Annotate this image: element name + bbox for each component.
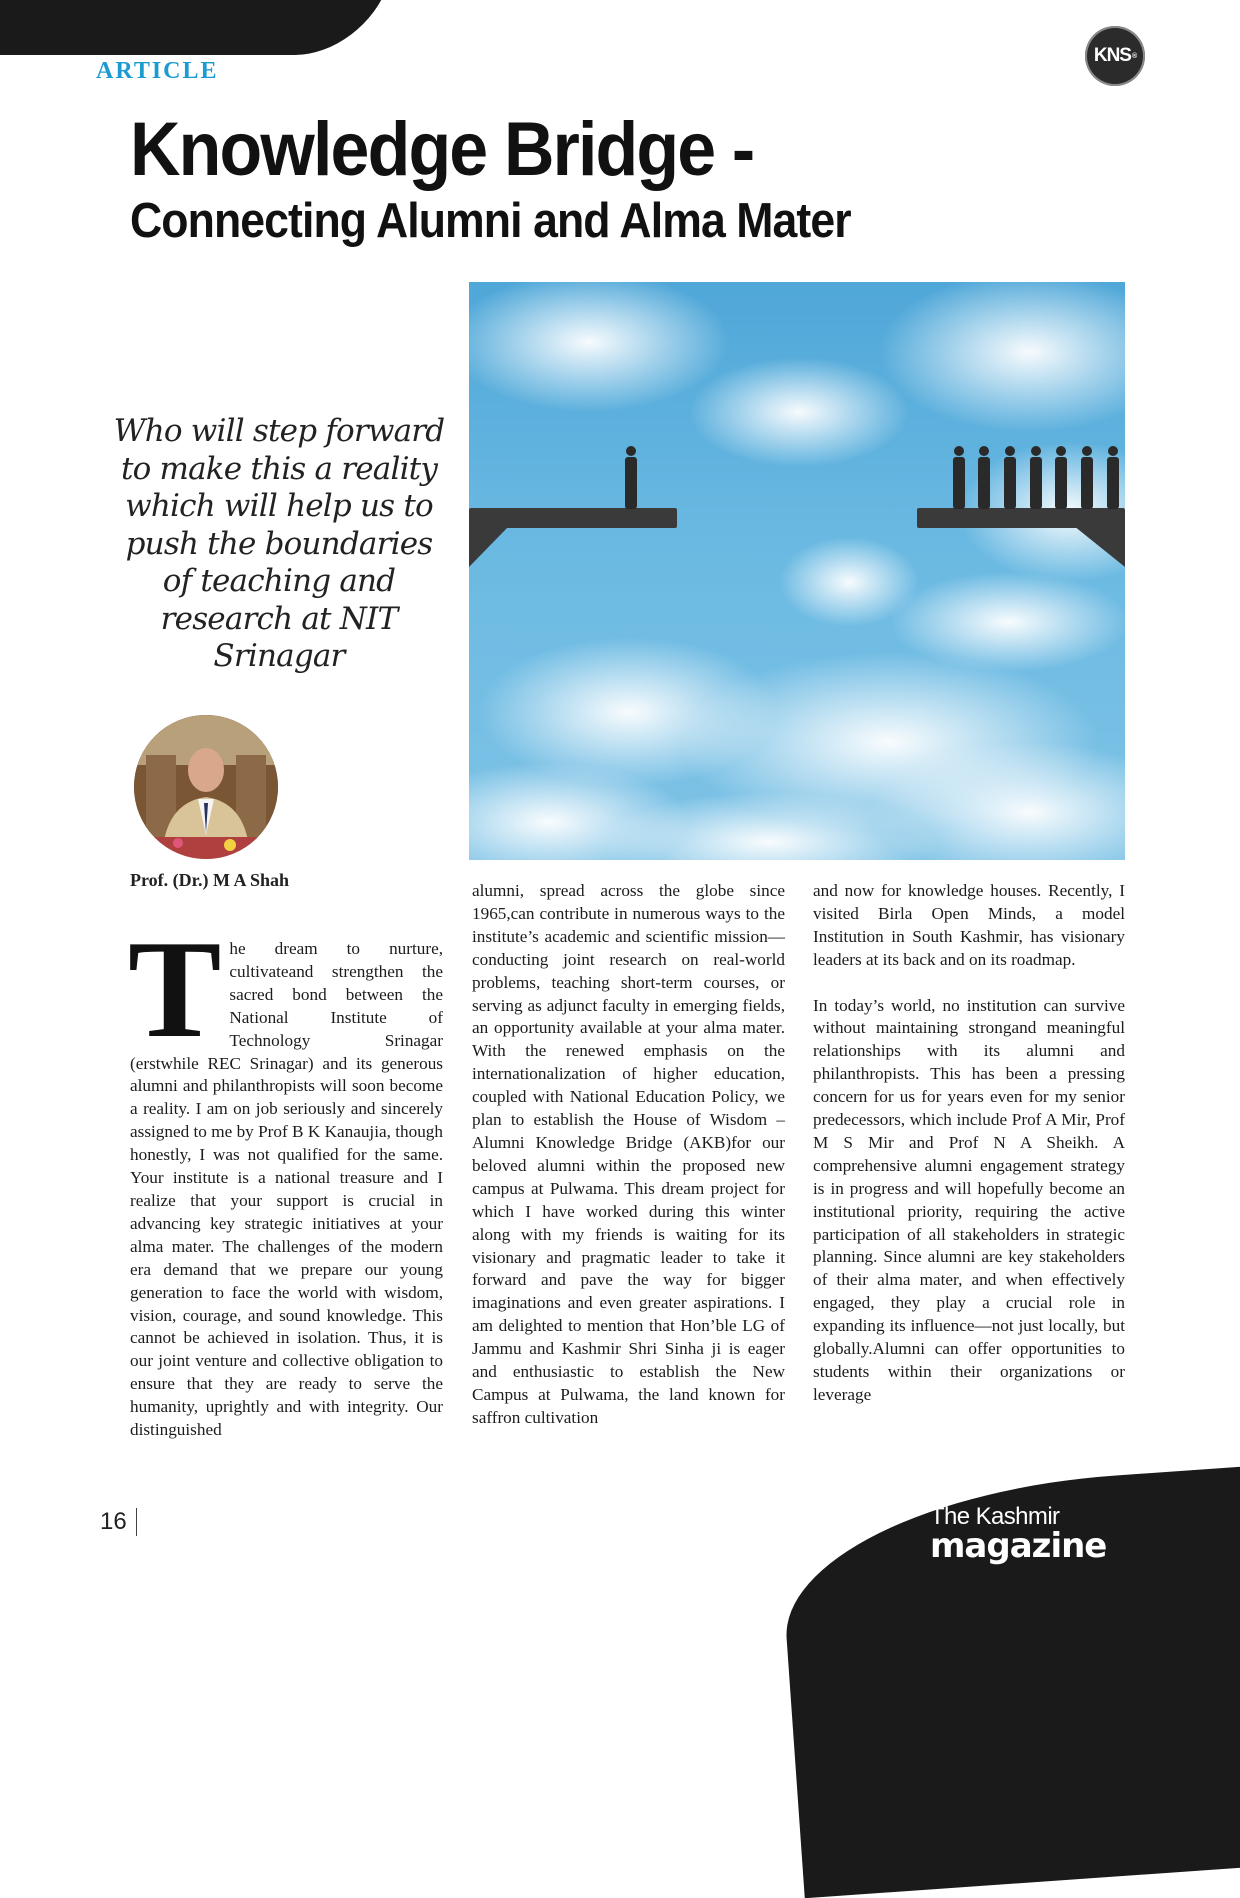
top-corner-fill [0, 0, 40, 55]
column-1-text: he dream to nurture, cultivateand strengthen the sacred bond between the National Institute of Technology Srinagar (erstwhile REC Srinagar) and its generous alumni and philanthropists will soon become a reality. I am on job seriously and sincerely assigned to me by Prof B K Kanaujia, though honestly, I was not qualified for the same. Your institute is a national treasure and I realize that your support is crucial in advancing key strategic initiatives at your alma mater. The challenges of the modern era demand that we prepare our young generation to face the world with wisdom, vision, courage, and sound knowledge. This cannot be achieved in isolation. Thus, it is our joint venture and collective obligation to ensure that they are ready to serve the humanity, uprightly and with integrity. Our distinguished [130, 939, 443, 1440]
column-3-paragraph-2: In today’s world, no institution can survive without maintaining strongand meaningful relationships with its alumni and philanthropists. This has been a pressing concern for us for years even for my senior predecessors, which include Prof A Mir, Prof M S Mir and Prof N A Sheikh. A comprehensive alumni engagement strategy is in progress and will hopefully become an institutional priority, requiring the active participation of all stakeholders in strategic planning. Since alumni are key stakeholders of their alma mater, and when effectively engaged, they play a crucial role in expanding its influence—not just locally, but globally.Alumni can offer opportunities to students within their organizations or leverage [813, 995, 1125, 1404]
magazine-brand [930, 1503, 1107, 1566]
column-3-paragraph-1: and now for knowledge houses. Recently, I visited Birla Open Minds, a model Institution in South Kashmir, has visionary leaders at its back and on its roadmap. [813, 881, 1125, 969]
drop-cap: T [128, 912, 222, 1067]
column-2-text: alumni, spread across the globe since 1965,can contribute in numerous ways to the institute’s academic and scientific mission—conducting joint research on real-world problems, teaching short-term courses, or serving as adjunct faculty in emerging fields, an opportunity available at your alma mater. With the renewed emphasis on the internationalization of higher education, coupled with National Education Policy, we plan to establish the House of Wisdom – Alumni Knowledge Bridge (AKB)for our beloved alumni within the proposed new campus at Pulwama. This dream project for which I have worked during this winter along with my friends is waiting for its visionary and pragmatic leader to take it forward and pave the way for bigger imaginations and even greater aspirations. I am delighted to mention that Hon’ble LG of Jammu and Kashmir Shri Sinha ji is eager and enthusiastic to establish the New Campus at Pulwama, the land known for saffron cultivation [472, 881, 785, 1427]
section-label: ARTICLE [96, 58, 219, 84]
article-column-2 [472, 880, 785, 1430]
hero-image [469, 282, 1125, 860]
clouds [469, 282, 1125, 860]
brand-main-line: magazine [930, 1526, 1107, 1566]
article-column-1 [128, 912, 443, 1442]
top-corner-banner [0, 0, 393, 55]
kns-logo-icon [1085, 26, 1145, 86]
article-column-3 [813, 880, 1125, 1407]
logo-text: KNS [1093, 45, 1131, 66]
paragraph-spacer [813, 972, 1125, 995]
author-name: Prof. (Dr.) M A Shah [130, 870, 290, 890]
page-number: 16 [100, 1508, 127, 1535]
lone-figure [625, 446, 637, 509]
brand-top-line: The Kashmir [930, 1503, 1060, 1530]
author-portrait [134, 715, 278, 859]
left-platform [469, 508, 677, 567]
pull-quote: Who will step forward to make this a reality which will help us to push the boundaries of teaching and research at NIT Srinagar [113, 413, 445, 674]
article-subtitle: Connecting Alumni and Alma Mater [130, 194, 851, 248]
bridge-gap-illustration [469, 282, 1125, 860]
logo-registered-mark: ® [1131, 52, 1137, 60]
portrait-illustration [134, 715, 278, 859]
article-title: Knowledge Bridge - [130, 107, 754, 192]
page-number-divider [136, 1508, 137, 1536]
